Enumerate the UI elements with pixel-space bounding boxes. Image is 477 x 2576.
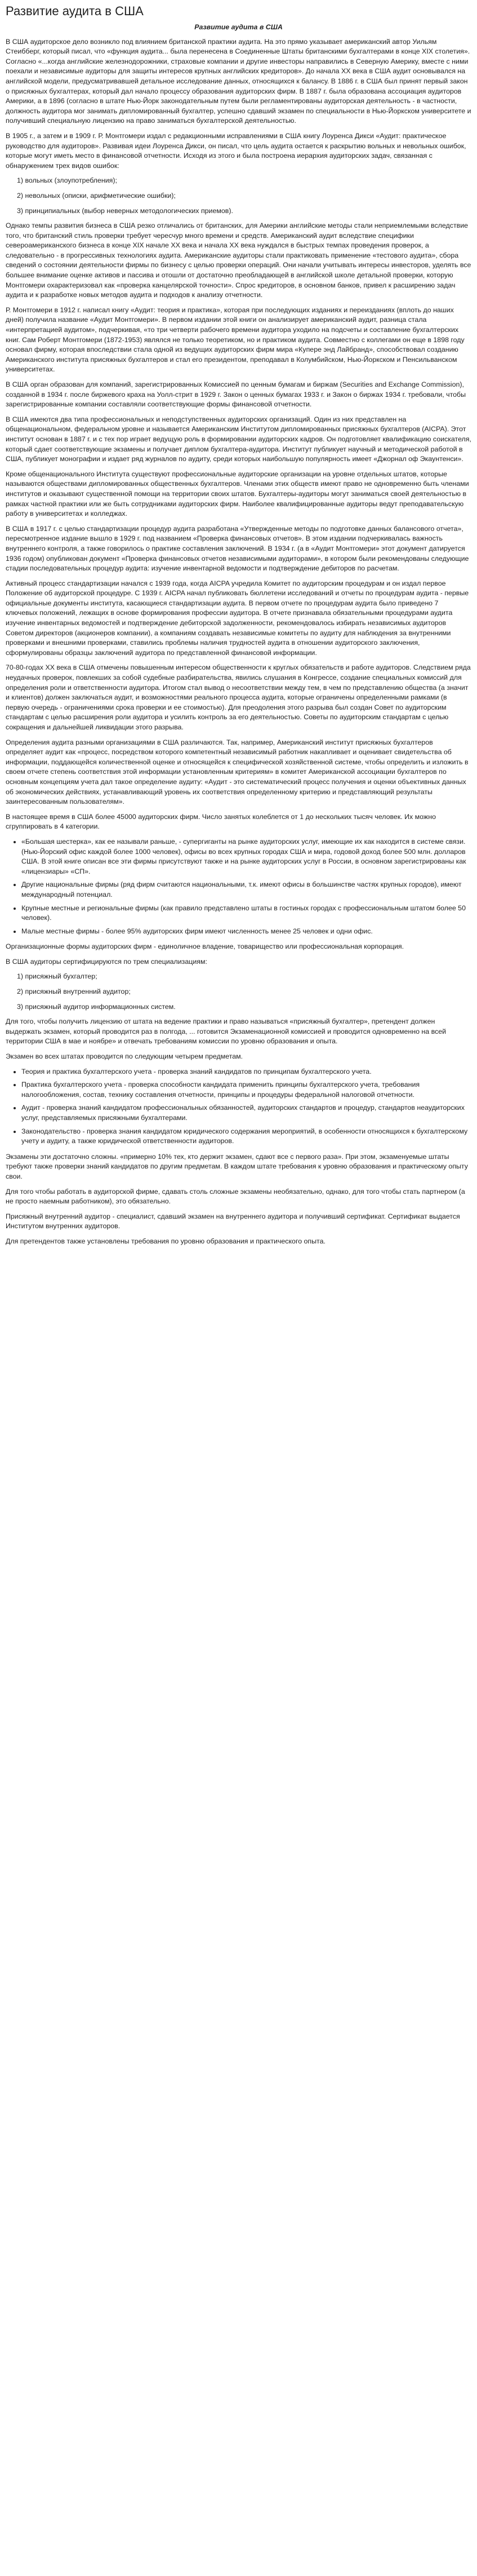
closing-section: [6, 1152, 471, 1247]
paragraph: В США аудиторское дело возникло под влиянием британской практики аудита. На это прямо указывает американский автор Уильям Стеибберг, который писал, что «функция аудита... была перенесена в Соединенные Штаты британскими бухгалтерами в конце XIX столетия». Согласно «...когда английские железнодорожники, страховые компании и другие инвесторы направились в Северную Америку, вместе с ними поехали и независимые аудиторы для защиты интересов крупных английских кредиторов». До начала XX века в США аудит основывался на английской модели, предусматривавшей детальное исследование данных, относящихся к балансу. В 1886 г. в США был принят первый закон о присяжных бухгалтерах, который дал начало процессу образования аудиторских фирм. В 1887 г. была образована ассоциация аудиторов Америки, а в 1896 (согласно в штате Нью-Йорк законодательным путем были регламентированы аудиторская деятельность - в частности, должность аудитора мог занимать дипломированный бухгалтер, успешно сдавший экзамен по специальности в Нью-Йоркском университете и получивший специальную лицензию на право заниматься бухгалтерской деятельностью.: [6, 37, 471, 125]
page-title: Развитие аудита в США: [6, 4, 144, 18]
paragraph: Р. Монтгомери в 1912 г. написал книгу «Аудит: теория и практика», которая при последующих изданиях и переизданиях (вплоть до наших дней) получила название «Аудит Монтгомери». В первом издании этой книги он анализирует американский аудит, разница стала «интерпретацией аудитом», подчеркивая, «то три четверти рабочего времени аудитора уходило на подсчеты и составление бухгалтерских книг. Сам Роберт Монтгомери (1872-1953) являлся не только теоретиком, но и практиком аудита. Совместно с коллегами он еще в 1898 году основал фирму, которая впоследствии стала одной из ведущих аудиторских фирм мира «Купере энд Лайбранд», способствовал созданию Американского института присяжных бухгалтеров и стал его президентом, преподавал в Колумбийском, Нью-Йоркском и Пенсильванском университетах.: [6, 306, 465, 374]
list-item: 1) присяжный бухгалтер;: [17, 972, 97, 981]
exam-subjects-list: [6, 1067, 471, 1147]
article: [0, 0, 477, 1263]
paragraph: В США имеются два типа профессиональных и неподступственных аудиторских организаций. Один из них представлен на общенациональном, федеральном уровне и называется Американским Институтом дипломированных присяжных бухгалтеров (AICPA). Этот институт основан в 1887 г. и с тех пор играет ведущую роль в формировании аудиторских кадров. Он подготовляет квалификацию соискателя, который сдает соответствующие экзамены и получает диплом бухгалтера-аудитора. Институт публикует научный и методической работой в США, публикует монографии и издает ряд журналов по аудиту, среди которых наибольшую популярность имеет «Джорнал оф Экаунтенси».: [6, 415, 471, 463]
paragraph: В США орган образован для компаний, зарегистрированных Комиссией по ценным бумагам и биржам (Securities and Exchange Commission), созданной в 1934 г. после биржевого краха на Уолл-стрит в 1929 г. Закон о ценных бумагах 1933 г. и Закон о биржах 1934 г. требовали, чтобы зарегистрированные компании составляли соответствующие формы финансовой отчетности.: [6, 380, 466, 409]
list-item: 3) принципиальных (выбор неверных методологических приемов).: [17, 206, 233, 215]
license-section: [6, 1017, 471, 1061]
list-item: 2) присяжный внутренний аудитор;: [17, 988, 131, 996]
list-item: • Крупные местные и региональные фирмы (как правило представлено штаты в гостиных городах с профессиональным штатом более 50 человек).: [21, 904, 471, 923]
list-item: • Другие национальные фирмы (ряд фирм считаются национальными, т.к. имеют офисы в большинстве частях крупных городов), имеют международный потенциал.: [21, 880, 471, 900]
list-item: 1) вольных (злоупотребления);: [17, 176, 117, 185]
intro-section: [6, 37, 471, 171]
paragraph: Кроме общенационального Института существуют профессиональные аудиторские организации на уровне отдельных штатов, которые называются обществами дипломированных общественных бухгалтеров. Членами этих обществ имеют право не одновременно быть членами институтов и оказывают существенной помощи на территории своих штатов. Бухгалтеры-аудиторы могут заниматься своей деятельностью в рамках частной практики или же быть сотрудниками аудиторских фирм. Наиболее квалифицированные аудиторы ведут преподавательскую работу в университетах и колледжах.: [6, 470, 469, 518]
list-item: • Малые местные фирмы - более 95% аудиторских фирм имеют численность менее 25 человек и одни офис.: [21, 927, 471, 937]
organization-section: [6, 942, 471, 967]
paragraph: В США аудиторы сертифицируются по трем специализациям:: [6, 957, 207, 966]
paragraph: Для претендентов также установлены требования по уровню образования и практического опыта.: [6, 1237, 326, 1245]
paragraph: Однако темпы развития бизнеса в США резко отличались от британских, для Америки английские методы стали неприемлемыми вследствие того, что британский стиль проверки требует чересчур много времени и средств. Американский аудит вследствие специфики североамериканского бизнеса в конце XIX начале XX века и начала XX века нуждался в быстрых темпах проведения проверок, а следовательно - в прогрессивных технологиях аудита. Американские аудиторы стали практиковать применение «тестового аудита», сбора сведений о состоянии деятельности фирмы по бизнесу с целью проверки операций. Они начали учитывать интересы инвесторов, уделять все большее внимание оценке активов и пассива и отошли от достаточно преобладающей в английской школе детальной проверки, которую Монтгомери охарактеризовал как «проверка канцелярской точности». Спрос кредиторов, в основном банков, привел к расширению задач аудита и к разработке новых методов аудита и подходов к анализу отчетности.: [6, 222, 471, 299]
paragraph: Определения аудита разными организациями в США различаются. Так, например, Американский институт присяжных бухгалтеров определяет аудит как «процесс, посредством которого компетентный независимый работник накапливает и оценивает свидетельства об информации, поддающейся количественной оценке и относящейся к специфической хозяйственной системе, чтобы определить и изложить в своем отчете степень соответствия этой информации установленным критериям» в комитет Американской ассоциации бухгалтеров по основным концепциям учета дал такое определение аудиту: «Аудит - это систематический процесс получения и оценки объективных данных об экономических действиях, устанавливающий уровень их соответствия определенному критерию и представляющий результаты заинтересованным пользователям».: [6, 738, 469, 806]
paragraph: В настоящее время в США более 45000 аудиторских фирм. Число занятых колеблется от 1 до нескольких тысяч человек. Их можно сгруппировать в 4 категории.: [6, 812, 436, 831]
paragraph: Для того, чтобы получить лицензию от штата на ведение практики и право называться «присяжный бухгалтер», претендент должен выдержать экзамен, который проводится раз в полгода, ... готовится Экзаменационной комиссией и проводится одновременно на всей территории США в мае и ноябре» и отвечать требованиям комиссии по уровню образования и опыта.: [6, 1017, 447, 1046]
history-section: [6, 221, 471, 832]
paragraph: Для того чтобы работать в аудиторской фирме, сдавать столь сложные экзамены необязательно, однако, для того чтобы стать партнером (а не просто наемным работником), это обязательно.: [6, 1187, 465, 1206]
error-types-list: [6, 176, 471, 216]
list-item: 3) присяжный аудитор информационных систем.: [17, 1002, 176, 1011]
article-subtitle: Развитие аудита в США: [194, 23, 283, 31]
paragraph: В 1905 г., а затем и в 1909 г. Р. Монтгомери издал с редакционными исправлениями в США книгу Лоуренса Дикси «Аудит: практическое руководство для аудиторов». Развивая идеи Лоуренса Дикси, он писал, что цель аудита остается к раскрытию вольных и невольных ошибок, которые могут иметь место в финансовой отчетности. Исходя из этого и была построена иерархия аудиторских задач, связанная с обнаружением трех видов ошибок:: [6, 131, 466, 170]
list-item: • Законодательство - проверка знания кандидатом юридического содержания мероприятий, в особенности относящихся к бухгалтерскому учету и аудиту, а также юридической ответственности аудиторов.: [21, 1127, 471, 1147]
paragraph: Организационные формы аудиторских фирм - единоличное владение, товарищество или профессиональная корпорация.: [6, 942, 404, 951]
paragraph: В США в 1917 г. с целью стандартизации процедур аудита разработана «Утвержденные методы по подготовке данных балансового отчета», пересмотренное издание вышло в 1929 г. под названием «Проверка финансовых отчетов». В этом издании подчеркивалась важность внутреннего контроля, а также говорилось о практике составления заключений. В 1934 г. (а в «Аудит Монтгомери» этот документ датируется 1936 годом) опубликован документ «Проверка финансовых отчетов независимыми аудиторами», в котором были рекомендованы следующие стадии последовательных процедур аудита: изучение инвентарной ведомости и подтверждение дебиторов по расчетам.: [6, 524, 469, 573]
paragraph: Активный процесс стандартизации начался с 1939 года, когда AICPA учредила Комитет по аудиторским процедурам и он издал первое Положение об аудиторской процедуре. С 1939 г. AICPA начал публиковать бюллетени исследований и отчеты по процедурам аудита - первые официальные документы института, касающиеся стандартизации аудита. В первом отчете по процедурам аудита было приведено 7 ключевых положений, лежащих в основе формирования профессии аудитора. В отчете признавала обязательными процедурами аудита изучение инвентарных ведомостей и подтверждение дебиторской задолженности, рекомендовалось избирать независимых аудиторов Советом директоров (акционеров компании), а компаниям создавать независимые комитеты по аудиту для наблюдения за внутренними проверками и внешними проверками, ставились проблемы наличия трудностей аудита в отношении аудиторского заключения, сформулированы образцы заключений аудитора по представленной финансовой информации.: [6, 579, 469, 657]
paragraph: 70-80-годах XX века в США отмечены повышенным интересом общественности к круглых обязательств и работе аудиторов. Следствием ряда неудачных проверок, повлекших за собой судебные разбирательства, явились слушания в Конгрессе, создание специальных комиссий для определения роли и ответственности аудитора. Итогом стал вывод о несоответствии между тем, в чем по представлению общества (а значит и клиентов) должен заключаться аудит, и возможностями реального процесса аудита, которые ограничены определенными рамками (в первую очередь - ограничениями срока проверки и ее стоимостью). Для преодоления этого разрыва был создан Совет по аудиторским стандартам с целью расширения роли аудитора и усилить контроль за его деятельностью. Советы по аудиторским стандартам с целью сокращения и дальнейшей ликвидации этого разрыва.: [6, 663, 471, 731]
list-item: 2) невольных (описки, арифметические ошибки);: [17, 191, 176, 200]
firm-categories-list: [6, 837, 471, 936]
specializations-list: [6, 972, 471, 1012]
list-item: • Аудит - проверка знаний кандидатом профессиональных обязанностей, аудиторских стандартов и процедур, стандартов неаудиторских услуг, представляемых присяжными бухгалтерами.: [21, 1103, 471, 1123]
paragraph: Экзамен во всех штатах проводится по следующим четырем предметам.: [6, 1052, 243, 1061]
paragraph: Присяжный внутренний аудитор - специалист, сдавший экзамен на внутреннего аудитора и получивший сертификат. Сертификат выдается Институтом внутренних аудиторов.: [6, 1212, 460, 1231]
paragraph: Экзамены эти достаточно сложны. «примерно 10% тех, кто держит экзамен, сдают все с первого раза». При этом, экзаменуемые штаты требуют также проверки знаний кандидатов по другим предметам. В каждом штате требования к уровню образования и практическому опыту свои.: [6, 1152, 468, 1180]
list-item: • Теория и практика бухгалтерского учета - проверка знаний кандидатов по принципам бухгалтерского учета.: [21, 1067, 471, 1077]
list-item: • Практика бухгалтерского учета - проверка способности кандидата применить принципы бухгалтерского учета, требования налогообложения, состав, технику составления отчетности, принципы и процедуры федеральной налоговой отчетности.: [21, 1080, 471, 1100]
list-item: • «Большая шестерка», как ее называли раньше, - супергиганты на рынке аудиторских услуг, имеющие их как находится в системе связи. (Нью-Йорский офис каждой более 1000 человек), офисы во всех крупных городах США и мира, годовой доход более 500 млн. долларов США. В этой книге описан все эти фирмы присутствуют также и на рынке аудиторских услуг в России, в основном зарегистрированы как «лицензиары» «СП».: [21, 837, 471, 877]
